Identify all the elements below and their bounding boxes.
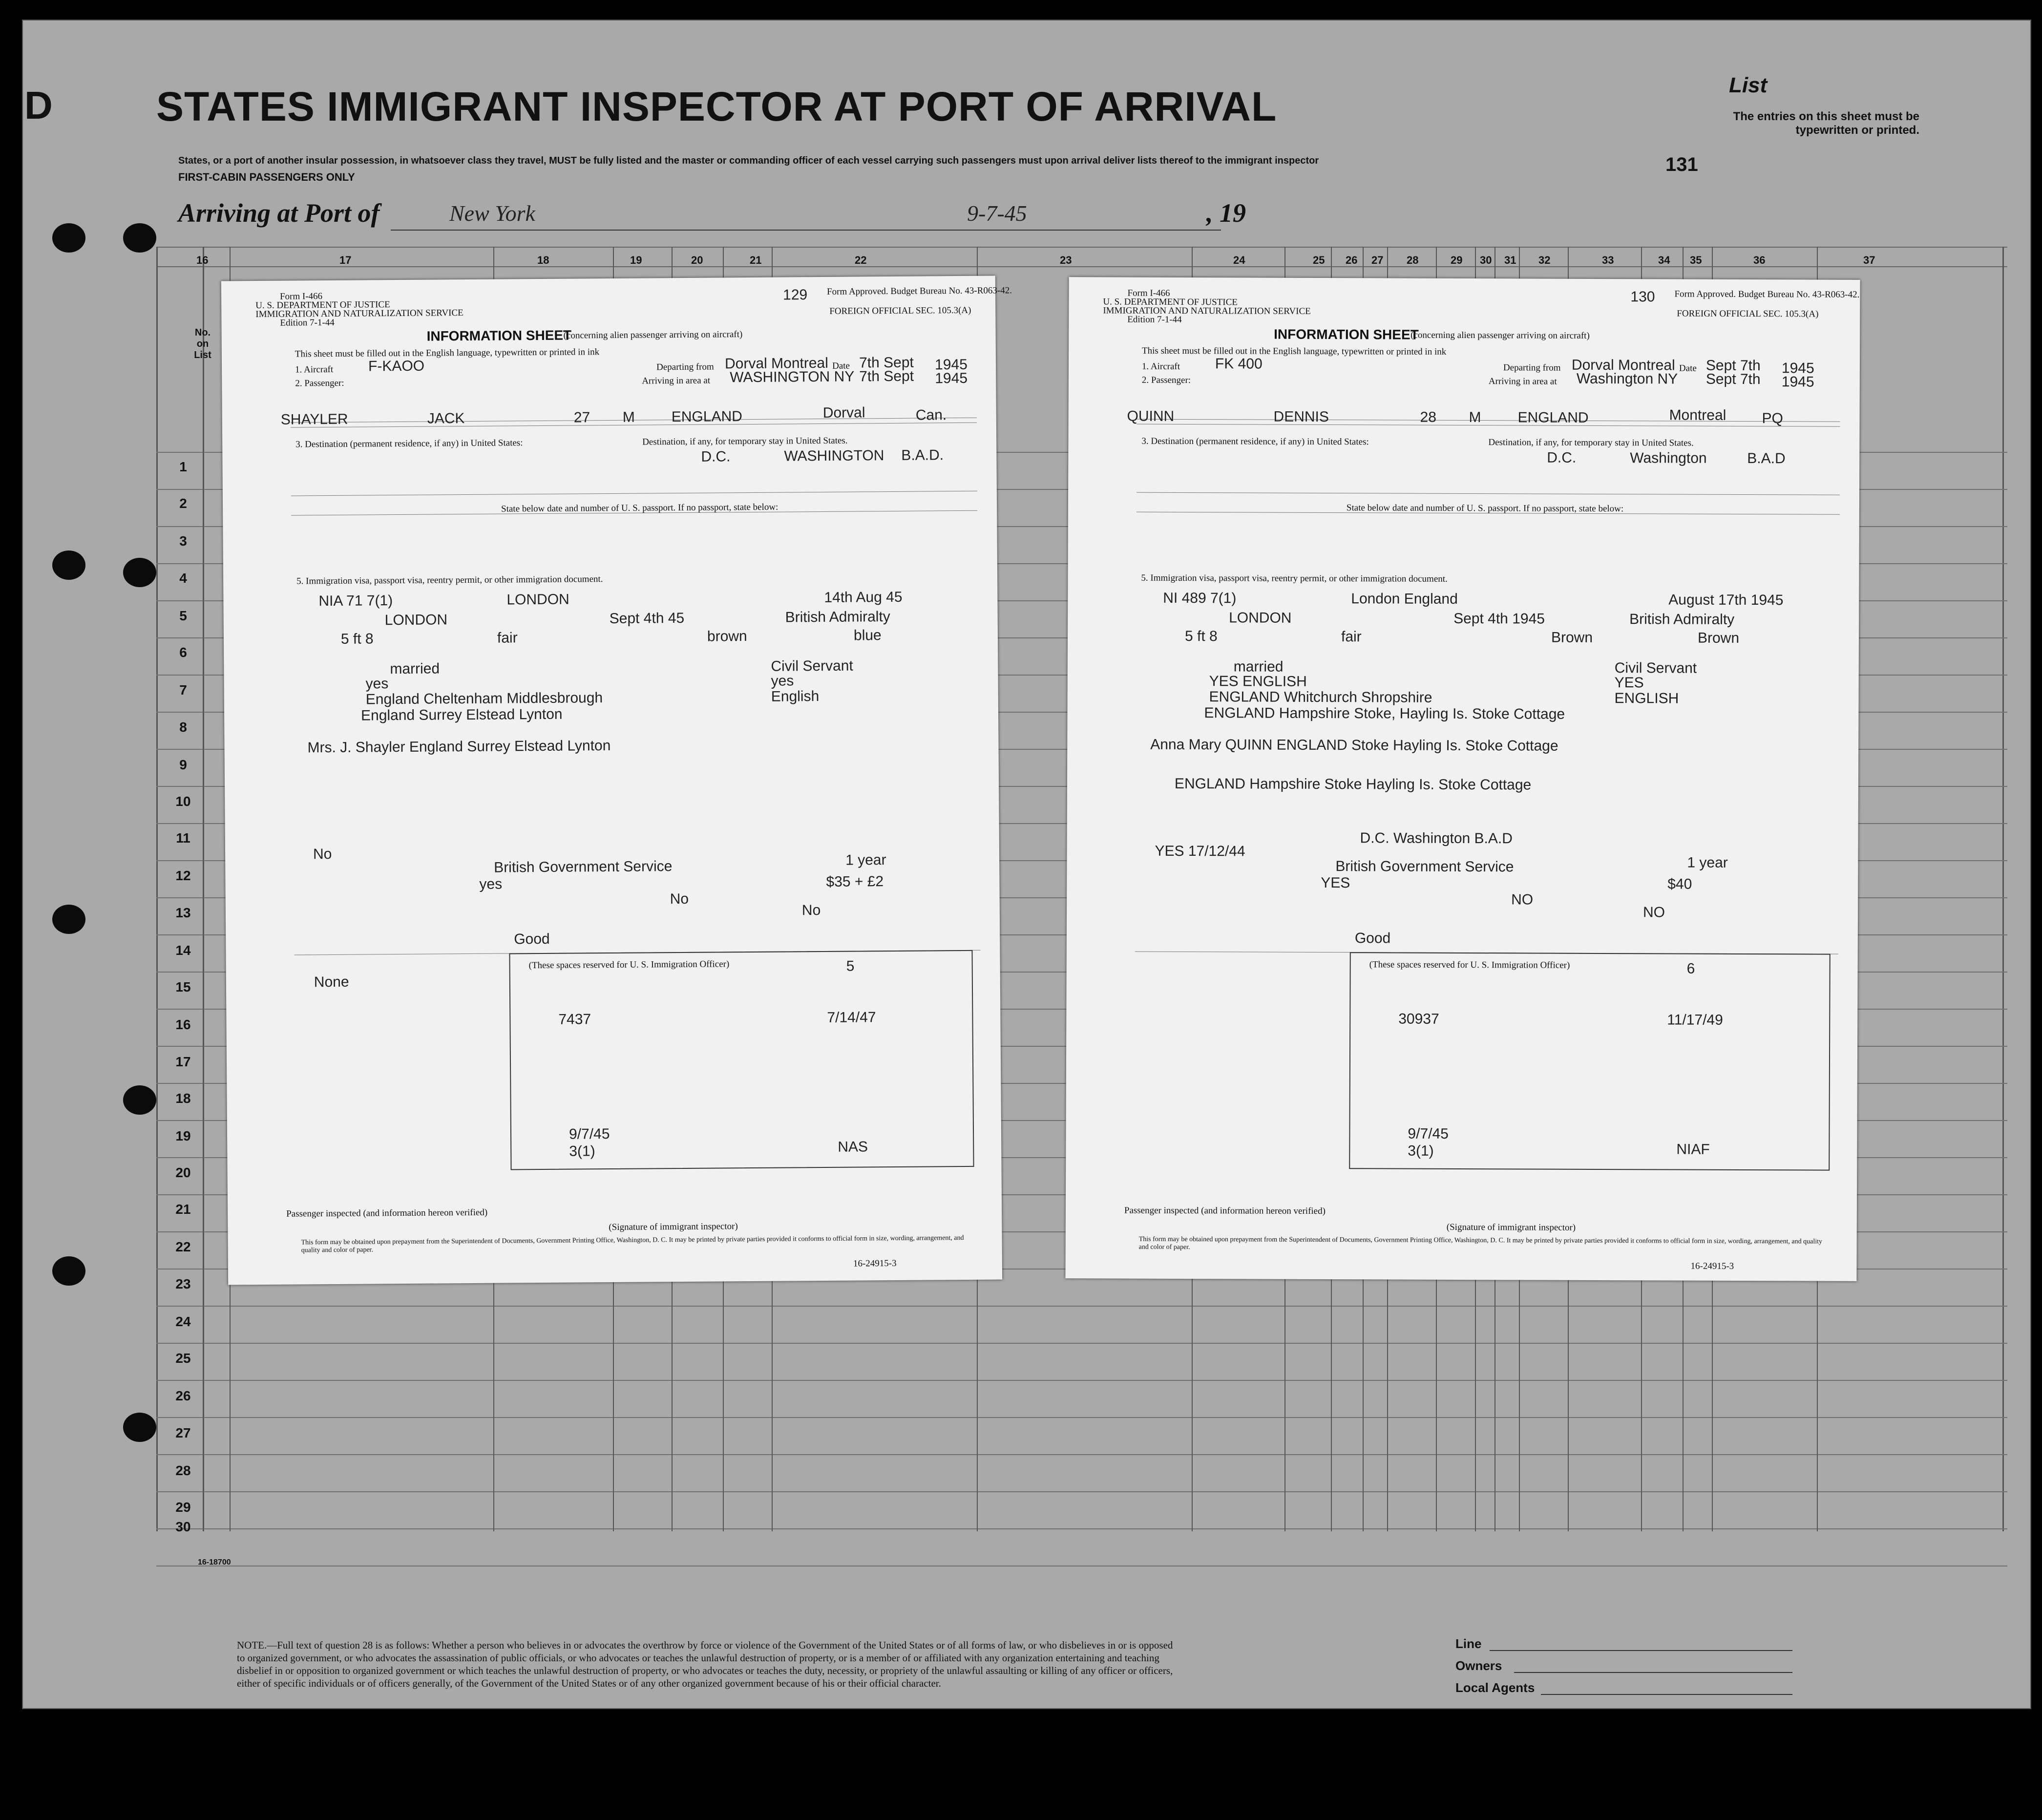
agents-underline: [1541, 1694, 1792, 1695]
grid-line: [156, 1491, 2007, 1492]
country: ENGLAND: [671, 408, 742, 425]
line-label: Line: [1455, 1636, 1482, 1651]
prison: No: [670, 890, 689, 908]
ticket-at: LONDON: [384, 612, 448, 629]
married: married: [1233, 658, 1284, 675]
row-number: 13: [175, 905, 191, 920]
column-number: 24: [1233, 254, 1245, 266]
residence: England Surrey Elstead Lynton: [360, 706, 563, 724]
dept: U. S. DEPARTMENT OF JUSTICE: [255, 299, 390, 311]
row-number: 27: [175, 1425, 191, 1440]
edition: Edition 7-1-44: [280, 317, 335, 328]
form-rule: [1137, 424, 1840, 427]
form-id: Form I-466: [279, 291, 323, 302]
line-underline: [1490, 1650, 1792, 1651]
excluded: NO: [1642, 904, 1665, 921]
row-number: 24: [175, 1314, 191, 1329]
height: 5 ft 8: [340, 631, 374, 647]
file-no: NAS: [838, 1139, 868, 1155]
admitted-date: 9/7/45: [1408, 1125, 1449, 1142]
ticket-date: Sept 4th 1945: [1453, 610, 1545, 627]
approval: Form Approved. Budget Bureau No. 43-R063-42.: [826, 285, 1012, 297]
birth-place: England Cheltenham Middlesbrough: [365, 690, 603, 708]
column-number: 25: [1313, 254, 1325, 266]
officer-title: (These spaces reserved for U. S. Immigration Officer): [1369, 959, 1570, 971]
column-number: 20: [691, 254, 703, 266]
foreign-official: FOREIGN OFFICIAL SEC. 105.3(A): [1677, 308, 1819, 319]
dest-street: B.A.D: [1747, 450, 1786, 467]
given-name: JACK: [427, 410, 465, 427]
row-number: 14: [175, 943, 191, 958]
write: yes: [771, 673, 794, 689]
excluded: No: [801, 902, 821, 919]
inspected-label: Passenger inspected (and information hereon verified): [286, 1207, 488, 1219]
destination-label: 3. Destination (permanent residence, if any) in United States:: [1141, 436, 1369, 447]
column-number: 36: [1753, 254, 1766, 266]
column-number: 26: [1346, 254, 1358, 266]
entries-note: The entries on this sheet must be typewritten or printed.: [1733, 110, 1919, 137]
relative: Mrs. J. Shayler England Surrey Elstead Lynton: [307, 738, 611, 756]
column-number: 21: [750, 254, 762, 266]
passport-note: State below date and number of U. S. passport. If no passport, state below:: [501, 502, 779, 514]
column-number: 22: [855, 254, 867, 266]
service: IMMIGRATION AND NATURALIZATION SERVICE: [1103, 305, 1311, 317]
form-number: 16-18700: [198, 1558, 231, 1566]
information-sheet: [1065, 277, 1860, 1281]
country: ENGLAND: [1517, 409, 1589, 426]
grid-line: [156, 1454, 2007, 1455]
row-number: 8: [179, 720, 187, 735]
column-number: 37: [1863, 254, 1875, 266]
row-header: No. on List: [194, 327, 211, 360]
form-rule: [1137, 492, 1840, 495]
depart-date: Sept 7th: [1705, 357, 1761, 374]
passenger-label: 2. Passenger:: [295, 378, 344, 389]
binder-hole: [123, 558, 156, 587]
sex: M: [622, 409, 635, 425]
issued-at: London England: [1351, 591, 1458, 607]
visa-label: 5. Immigration visa, passport visa, reentry permit, or other immigration document.: [296, 574, 603, 587]
embark-place: Dorval: [822, 404, 865, 421]
age: 28: [1420, 409, 1437, 425]
column-number: 17: [339, 254, 352, 266]
arrive-date: Sept 7th: [1705, 371, 1761, 388]
passport-note: State below date and number of U. S. passport. If no passport, state below:: [1346, 503, 1624, 514]
issue-date: 14th Aug 45: [824, 589, 903, 606]
row-number: 1: [179, 459, 187, 474]
form-id: Form I-466: [1127, 288, 1170, 298]
ticket-at: LONDON: [1229, 610, 1292, 626]
family-name: QUINN: [1127, 408, 1175, 424]
agents-label: Local Agents: [1455, 1680, 1535, 1695]
sheet-title: INFORMATION SHEET: [1274, 326, 1419, 342]
arriving-label: Arriving in area at: [1488, 376, 1557, 387]
issue-date: August 17th 1945: [1668, 592, 1784, 609]
row-number: 17: [175, 1054, 191, 1069]
visa-number: NI 489 7(1): [1163, 590, 1237, 607]
date-label: Date: [832, 360, 850, 371]
row-number: 9: [179, 757, 187, 772]
been-in-us: YES 17/12/44: [1155, 843, 1245, 860]
binder-hole: [123, 1085, 156, 1115]
read: YES ENGLISH: [1209, 673, 1307, 690]
money: $35 + £2: [826, 873, 884, 890]
admitted-date: 9/7/45: [568, 1126, 610, 1143]
row-number: 6: [179, 645, 187, 660]
occupation: Civil Servant: [771, 657, 853, 675]
row-number: 12: [175, 868, 191, 883]
row-number: 21: [175, 1202, 191, 1217]
grid-line: [203, 247, 204, 1531]
departing-value: Dorval Montreal: [724, 355, 828, 372]
aircraft-value: F-KAOO: [368, 358, 425, 375]
row-number: 23: [175, 1276, 191, 1291]
aircraft-label: 1. Aircraft: [295, 364, 334, 375]
race: ENGLISH: [1614, 690, 1679, 707]
passport-no: 30937: [1398, 1011, 1439, 1027]
embark-country: Can.: [915, 407, 947, 423]
write: YES: [1614, 675, 1644, 691]
binder-hole: [52, 905, 85, 934]
family-name: SHAYLER: [280, 411, 348, 428]
column-number: 32: [1538, 254, 1551, 266]
complexion: fair: [497, 630, 518, 646]
age: 27: [573, 409, 590, 426]
depart-date: 7th Sept: [859, 354, 914, 371]
edition: Edition 7-1-44: [1127, 314, 1182, 325]
row-number: 19: [175, 1128, 191, 1143]
prison: NO: [1511, 891, 1534, 908]
footer-note: NOTE.—Full text of question 28 is as follows: Whether a person who believes in or advocates the overthrow by force or violence of the Government of the United States or of all forms of law, or who disbelieves in or is opposed to organized government, or who advocates the assassination of public officials, or who advocates or teaches the unlawful destruction of property, or is a member of or affiliated with any organization entertaining and teaching disbelief in or opposition to organized government or which teaches the unlawful destruction of property, or who advocates or teaches the duty, necessity, or propriety of the unlawful assaulting or killing of any officer or officers, either of specific individuals or of officers generally, of the Government of the United States or of any other organized government because of his or their official character.: [237, 1639, 1173, 1689]
sheet-subtitle: (concerning alien passenger arriving on aircraft): [1410, 330, 1590, 341]
temp-dest-label: Destination, if any, for temporary stay in United States.: [642, 435, 848, 447]
complexion: fair: [1341, 629, 1362, 645]
passenger-label: 2. Passenger:: [1141, 375, 1191, 386]
visa-label: 5. Immigration visa, passport visa, reentry permit, or other immigration document.: [1141, 572, 1448, 584]
aircraft-value: FK 400: [1215, 356, 1263, 372]
residence: ENGLAND Hampshire Stoke, Hayling Is. Stoke Cottage: [1204, 705, 1565, 722]
hair: Brown: [1551, 629, 1593, 646]
been-in-us: No: [313, 846, 332, 863]
eyes: blue: [853, 627, 882, 644]
grid-line: [156, 1417, 2007, 1418]
married: married: [390, 660, 440, 677]
page-title: STATES IMMIGRANT INSPECTOR AT PORT OF ARRIVAL: [156, 84, 1277, 129]
owners-underline: [1514, 1672, 1792, 1673]
sheet-subtitle: (concerning alien passenger arriving on aircraft): [563, 329, 743, 341]
dest-state: D.C.: [701, 448, 731, 465]
row-number: 4: [179, 571, 187, 586]
instructions: This sheet must be filled out in the English language, typewritten or printed in ink: [295, 347, 600, 360]
line-no: 6: [1686, 960, 1695, 977]
section: 3(1): [569, 1143, 595, 1160]
row-number: 3: [179, 533, 187, 549]
visa-number: NIA 71 7(1): [318, 593, 393, 610]
purpose: British Government Service: [494, 858, 673, 876]
birth-place: ENGLAND Whitchurch Shropshire: [1209, 689, 1432, 706]
departing-label: Departing from: [1503, 362, 1561, 373]
year-value: 1945: [1781, 374, 1814, 390]
date-label: Date: [1679, 363, 1697, 374]
column-number: 34: [1658, 254, 1670, 266]
row-number: 11: [176, 830, 190, 846]
column-number: 28: [1407, 254, 1419, 266]
row-number: 28: [175, 1463, 191, 1478]
occupation: Civil Servant: [1614, 660, 1697, 677]
date-value: 9-7-45: [967, 201, 1027, 226]
embark-country: PQ: [1762, 410, 1783, 427]
stay: 1 year: [1687, 854, 1728, 871]
aircraft-label: 1. Aircraft: [1141, 361, 1180, 372]
column-number: 33: [1602, 254, 1614, 266]
signature-label: (Signature of immigrant inspector): [609, 1221, 738, 1233]
year-label: , 19: [1206, 198, 1246, 228]
list-label: List: [1729, 73, 1768, 97]
grid-line: [156, 1306, 2007, 1307]
form-ref: 16-24915-3: [1690, 1261, 1734, 1271]
arriving-value: WASHINGTON NY: [730, 368, 855, 386]
money: $40: [1667, 876, 1692, 892]
port-value: New York: [449, 201, 535, 226]
given-name: DENNIS: [1273, 408, 1329, 425]
page-number: 130: [1630, 289, 1655, 305]
title-fragment: D: [24, 84, 53, 127]
column-number: 23: [1060, 254, 1072, 266]
binder-hole: [123, 223, 156, 253]
row-number: 2: [179, 496, 187, 511]
print-note: This form may be obtained upon prepayment from the Superintendent of Documents, Government Printing Office, Washington, D. C. It may be printed by private parties provided it conforms to official form in size, wording, arrangement, and quality and color of paper.: [1138, 1235, 1823, 1251]
grid-line: [156, 1343, 2007, 1344]
row-number: 22: [175, 1239, 191, 1254]
ticket-date: Sept 4th 45: [609, 610, 685, 627]
row-number: 20: [175, 1165, 191, 1180]
race: English: [771, 688, 820, 705]
column-number: 30: [1480, 254, 1492, 266]
year-value: 1945: [1781, 360, 1814, 377]
dest-state: D.C.: [1547, 449, 1577, 466]
approval: Form Approved. Budget Bureau No. 43-R063-42.: [1674, 289, 1860, 300]
stay: 1 year: [845, 852, 886, 868]
row-number: 29: [175, 1500, 191, 1515]
grid-line: [2002, 247, 2004, 1531]
paid-by: British Admiralty: [785, 609, 890, 626]
cabin-class: FIRST-CABIN PASSENGERS ONLY: [178, 171, 355, 183]
ticket-dest: yes: [479, 876, 503, 892]
instructions: This sheet must be filled out in the English language, typewritten or printed in ink: [1142, 345, 1447, 357]
deformity: None: [314, 973, 349, 991]
officer-title: (These spaces reserved for U. S. Immigration Officer): [528, 959, 730, 971]
row-number: 7: [179, 682, 187, 698]
destination-label: 3. Destination (permanent residence, if any) in United States:: [295, 438, 523, 450]
relative: Anna Mary QUINN ENGLAND Stoke Hayling Is. Stoke Cottage: [1150, 736, 1558, 754]
row-number: 30: [175, 1519, 191, 1534]
form-ref: 16-24915-3: [853, 1258, 897, 1269]
health: Good: [1354, 930, 1391, 947]
column-number: 18: [537, 254, 549, 266]
binder-hole: [123, 1413, 156, 1442]
column-number: 27: [1371, 254, 1384, 266]
column-number: 19: [630, 254, 642, 266]
binder-hole: [52, 550, 85, 580]
arrive-date: 7th Sept: [859, 368, 914, 385]
foreign-official: FOREIGN OFFICIAL SEC. 105.3(A): [829, 305, 971, 317]
expire-date: 11/17/49: [1667, 1012, 1723, 1028]
dest-city: WASHINGTON: [784, 447, 884, 465]
form-rule: [291, 491, 977, 496]
read: yes: [365, 676, 389, 692]
ticket-dest: YES: [1321, 874, 1350, 891]
arriving-underline: [391, 230, 1221, 231]
issued-at: LONDON: [506, 591, 569, 608]
column-number: 31: [1504, 254, 1516, 266]
dept: U. S. DEPARTMENT OF JUSTICE: [1103, 296, 1238, 308]
sheet-title: INFORMATION SHEET: [426, 327, 572, 344]
signature-label: (Signature of immigrant inspector): [1446, 1222, 1576, 1233]
column-number: 29: [1451, 254, 1463, 266]
inspected-label: Passenger inspected (and information hereon verified): [1124, 1205, 1326, 1217]
file-no: NIAF: [1676, 1141, 1710, 1158]
dest-street: B.A.D.: [901, 447, 944, 464]
arriving-label: Arriving at Port of: [178, 198, 380, 228]
sheet-number: 131: [1665, 154, 1698, 175]
purpose: British Government Service: [1335, 858, 1514, 875]
eyes: Brown: [1697, 630, 1740, 646]
temp-dest-label: Destination, if any, for temporary stay in United States.: [1488, 437, 1694, 448]
dest-city: Washington: [1630, 450, 1707, 466]
information-sheet: [221, 275, 1012, 1285]
passport-no: 7437: [558, 1011, 591, 1028]
row-number: 25: [175, 1351, 191, 1366]
height: 5 ft 8: [1184, 628, 1218, 645]
embark-place: Montreal: [1669, 407, 1726, 423]
page-number: 129: [782, 287, 808, 303]
instruction-text: States, or a port of another insular possession, in whatsoever class they travel, MUST be fully listed and the master or commanding officer of each vessel carrying such passengers must upon arrival deliver lists thereof to the immigrant inspector: [178, 155, 1319, 166]
departing-label: Departing from: [656, 361, 714, 373]
grid-line: [156, 1528, 2007, 1529]
us-where: D.C. Washington B.A.D: [1360, 830, 1513, 847]
year-value: 1945: [934, 356, 968, 373]
hair: brown: [707, 628, 747, 645]
column-number: 16: [196, 254, 209, 266]
print-note: This form may be obtained upon prepayment from the Superintendent of Documents, Government Printing Office, Washington, D. C. It may be printed by private parties provided it conforms to official form in size, wording, arrangement, and quality and color of paper.: [301, 1234, 964, 1254]
row-number: 16: [175, 1017, 191, 1032]
expire-date: 7/14/47: [827, 1009, 876, 1026]
column-number: 35: [1690, 254, 1702, 266]
grid-line: [156, 266, 2007, 267]
owners-label: Owners: [1455, 1658, 1502, 1673]
grid-line: [156, 247, 2007, 248]
binder-hole: [52, 1256, 85, 1286]
departing-value: Dorval Montreal: [1571, 357, 1675, 374]
health: Good: [514, 931, 550, 948]
row-number: 18: [175, 1091, 191, 1106]
year-value: 1945: [935, 370, 968, 387]
sex: M: [1469, 409, 1481, 426]
row-number: 15: [175, 979, 191, 995]
section: 3(1): [1408, 1143, 1434, 1159]
arriving-label: Arriving in area at: [642, 375, 711, 386]
grid-line: [156, 247, 158, 1531]
line-no: 5: [846, 958, 855, 974]
arriving-value: Washington NY: [1576, 370, 1678, 387]
binder-hole: [52, 223, 85, 253]
service: IMMIGRATION AND NATURALIZATION SERVICE: [255, 308, 463, 320]
paid-by: British Admiralty: [1629, 611, 1735, 628]
row-number: 5: [179, 608, 187, 623]
form-rule: [1137, 419, 1840, 422]
grid-line: [156, 1380, 2007, 1381]
row-number: 26: [175, 1388, 191, 1403]
final-destination: ENGLAND Hampshire Stoke Hayling Is. Stoke Cottage: [1174, 775, 1532, 793]
row-number: 10: [175, 794, 191, 809]
